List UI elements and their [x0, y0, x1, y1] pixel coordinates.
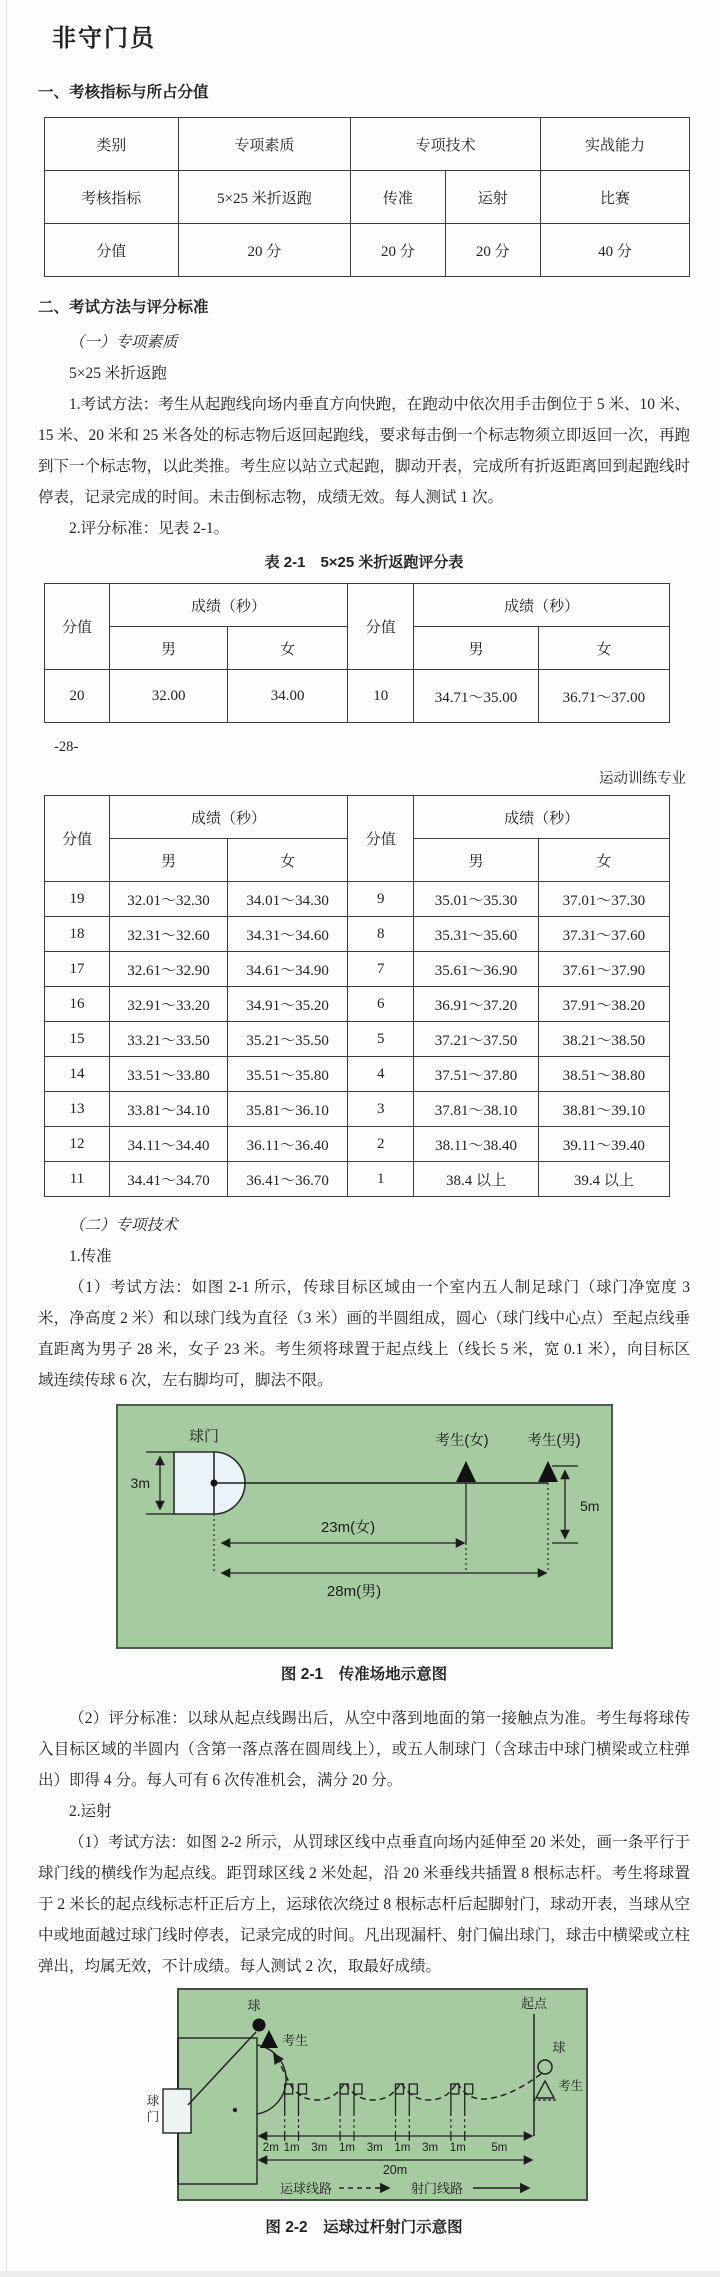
score-cell: 34.11～34.40: [110, 1127, 228, 1162]
goal-label-top: 球: [146, 2094, 160, 2108]
ruler-label: 3m: [366, 2142, 383, 2154]
passing-score-paragraph: （2）评分标准：以球从起点线踢出后，从空中落到地面的第一接触点为准。考生每将球传入目标区域的半圆内（含第一落点落在圆周线上），或五人制球门（含球击中球门横梁或立柱弹出）即得 4 分。每人可有 6 次传准机会，满分 20 分。: [38, 1710, 690, 1789]
score-cell: 35.61～36.90: [414, 952, 538, 987]
score-row: [45, 1057, 670, 1092]
score-row: [45, 1022, 670, 1057]
score-header-cell: 女: [228, 839, 348, 882]
score-row: [45, 882, 670, 917]
score-cell: 17: [45, 952, 110, 987]
indicator-cell: 专项技术: [351, 118, 541, 171]
score-cell: 11: [45, 1162, 110, 1197]
ball-near-goal-label: 球: [247, 1998, 261, 2013]
score-cell: 38.81～39.10: [538, 1092, 669, 1127]
score-cell: 20: [45, 670, 110, 723]
indicator-cell: 专项素质: [178, 118, 351, 171]
examinee-female-label: 考生(女): [434, 1433, 489, 1449]
score-cell: 1: [348, 1162, 414, 1197]
score-cell: 38.4 以上: [414, 1162, 538, 1197]
score-header-cell: 男: [414, 627, 538, 670]
score-header-cell: 男: [110, 627, 228, 670]
ruler-label: 1m: [394, 2142, 411, 2154]
score-row: [45, 1127, 670, 1162]
ruler-label: 5m: [491, 2142, 508, 2154]
score-cell: 6: [348, 987, 414, 1022]
score-cell: 15: [45, 1022, 110, 1057]
score-cell: 32.91～33.20: [110, 987, 228, 1022]
score-cell: 10: [348, 670, 414, 723]
score-cell: 34.00: [228, 670, 348, 723]
examinee-start-label: 考生: [558, 2079, 584, 2093]
score-cell: 2: [348, 1127, 414, 1162]
score-header-cell: 女: [538, 839, 669, 882]
gap-label: 5m: [579, 1498, 599, 1514]
ruler-label: 1m: [449, 2142, 466, 2154]
figure-dribble-shoot: [38, 1988, 690, 2207]
score-cell: 4: [348, 1057, 414, 1092]
score-cell: 16: [45, 987, 110, 1022]
indicator-cell: 运射: [445, 171, 540, 224]
score-cell: 39.11～39.40: [538, 1127, 669, 1162]
score-cell: 33.51～33.80: [110, 1057, 228, 1092]
section-heading-2: 二、考试方法与评分标准: [38, 299, 209, 316]
legend-shoot-label: 射门线路: [410, 2181, 464, 2196]
score-cell: 35.31～35.60: [414, 917, 538, 952]
shuttle-method-paragraph: 1.考试方法：考生从起跑线向场内垂直方向快跑，在跑动中依次用手击倒位于 5 米、10 米、15 米、20 米和 25 米各处的标志物后返回起跑线，要求每击倒一个标志物须立即返回一次，再跑到下一个标志物，以此类推。考生应以站立式起跑，脚动开表，完成所有折返距离回到起跑线时停表，记录完成的时间。未击倒标志物，成绩无效。每人测试 1 次。: [38, 396, 690, 506]
score-header-cell: 成绩（秒）: [414, 796, 670, 839]
score-cell: 33.81～34.10: [110, 1092, 228, 1127]
score-header-row: [45, 796, 670, 839]
score-header-cell: 成绩（秒）: [110, 584, 348, 627]
score-cell: 38.51～38.80: [538, 1057, 669, 1092]
indicator-cell: 分值: [45, 224, 179, 277]
score-cell: 34.41～34.70: [110, 1162, 228, 1197]
score-cell: 36.71～37.00: [538, 670, 669, 723]
score-header-cell: 分值: [45, 796, 110, 882]
passing-field-diagram: [116, 1404, 613, 1649]
score-cell: 34.31～34.60: [228, 917, 348, 952]
ball-start-label: 球: [552, 2040, 566, 2055]
score-header-cell: 成绩（秒）: [110, 796, 348, 839]
total-length-label: 20m: [382, 2163, 408, 2177]
indicator-row: [45, 171, 690, 224]
indicator-cell: 传准: [351, 171, 445, 224]
ball-near-goal: [253, 2019, 266, 2032]
female-distance-label: 23m(女): [320, 1519, 375, 1536]
score-cell: 32.61～32.90: [110, 952, 228, 987]
figure-passing-field: [38, 1404, 690, 1654]
score-table-caption: 表 2-1 5×25 米折返跑评分表: [264, 554, 464, 571]
shooting-title: 2.运射: [69, 1803, 112, 1820]
passing-title: 1.传准: [69, 1248, 112, 1265]
score-cell: 38.11～38.40: [414, 1127, 538, 1162]
section-heading-1: 一、考核指标与所占分值: [38, 84, 209, 101]
score-cell: 34.91～35.20: [228, 987, 348, 1022]
score-header-cell: 分值: [45, 584, 110, 670]
score-header-cell: 分值: [348, 584, 414, 670]
dribble-shoot-diagram: [139, 1988, 589, 2202]
subsection-heading-quality: （一）专项素质: [69, 334, 178, 351]
score-cell: 36.41～36.70: [228, 1162, 348, 1197]
score-table-part1: [44, 583, 670, 723]
page-title: 非守门员: [52, 25, 156, 52]
score-cell: 33.21～33.50: [110, 1022, 228, 1057]
figure2-caption: 图 2-2 运球过杆射门示意图: [265, 2219, 463, 2236]
score-cell: 32.00: [110, 670, 228, 723]
ruler-label: 2m: [262, 2142, 279, 2154]
score-header-row: [45, 584, 670, 627]
score-row: [45, 987, 670, 1022]
ruler-label: 3m: [422, 2142, 439, 2154]
score-cell: 9: [348, 882, 414, 917]
score-cell: 14: [45, 1057, 110, 1092]
score-cell: 35.81～36.10: [228, 1092, 348, 1127]
shuttle-score-note: 2.评分标准：见表 2-1。: [69, 520, 230, 537]
score-cell: 37.31～37.60: [538, 917, 669, 952]
indicator-cell: 20 分: [445, 224, 540, 277]
score-cell: 37.61～37.90: [538, 952, 669, 987]
score-cell: 39.4 以上: [538, 1162, 669, 1197]
legend-dribble-label: 运球线路: [279, 2181, 333, 2196]
score-cell: 37.81～38.10: [414, 1092, 538, 1127]
score-header-cell: 成绩（秒）: [414, 584, 670, 627]
indicator-cell: 40 分: [540, 224, 689, 277]
score-cell: 36.11～36.40: [228, 1127, 348, 1162]
score-cell: 19: [45, 882, 110, 917]
indicator-cell: 类别: [45, 118, 179, 171]
score-cell: 12: [45, 1127, 110, 1162]
indicator-row: [45, 224, 690, 277]
ruler-label: 1m: [339, 2142, 355, 2154]
score-cell: 34.61～34.90: [228, 952, 348, 987]
passing-method-paragraph: （1）考试方法：如图 2-1 所示，传球目标区域由一个室内五人制足球门（球门净宽度 3 米，净高度 2 米）和以球门线为直径（3 米）画的半圆组成，圆心（球门线中心点）至起点线垂直距离为男子 28 米，女子 23 米。考生须将球置于起点线上（线长 5 米，宽 0.1 米），向目标区域连续传球 6 次，左右脚均可，脚法不限。: [38, 1279, 690, 1389]
score-header-cell: 女: [228, 627, 348, 670]
score-header-cell: 分值: [348, 796, 414, 882]
score-table-part2: [44, 795, 670, 1197]
start-point-label: 起点: [520, 1996, 548, 2011]
ruler-label: 1m: [283, 2142, 300, 2154]
score-cell: 34.71～35.00: [414, 670, 538, 723]
score-row: [45, 952, 670, 987]
score-cell: 37.01～37.30: [538, 882, 669, 917]
program-label: 运动训练专业: [599, 771, 686, 787]
score-cell: 38.21～38.50: [538, 1022, 669, 1057]
score-cell: 37.91～38.20: [538, 987, 669, 1022]
indicator-table: [44, 117, 690, 277]
indicator-cell: 考核指标: [45, 171, 179, 224]
score-header-cell: 女: [538, 627, 669, 670]
ruler-label: 3m: [311, 2142, 328, 2154]
indicator-header-row: [45, 118, 690, 171]
score-cell: 37.21～37.50: [414, 1022, 538, 1057]
indicator-cell: 实战能力: [540, 118, 689, 171]
score-row: [45, 1162, 670, 1197]
score-cell: 34.01～34.30: [228, 882, 348, 917]
male-distance-label: 28m(男): [326, 1583, 381, 1600]
page-number: -28-: [54, 739, 79, 755]
score-cell: 13: [45, 1092, 110, 1127]
figure1-caption: 图 2-1 传准场地示意图: [280, 1666, 448, 1683]
score-row: [45, 1092, 670, 1127]
score-cell: 18: [45, 917, 110, 952]
score-cell: 5: [348, 1022, 414, 1057]
examinee-male-label: 考生(男): [526, 1433, 581, 1449]
shuttle-run-title: 5×25 米折返跑: [69, 365, 167, 382]
score-cell: 35.51～35.80: [228, 1057, 348, 1092]
goal-label: 球门: [188, 1428, 219, 1445]
score-header-cell: 男: [110, 839, 228, 882]
score-cell: 8: [348, 917, 414, 952]
score-cell: 37.51～37.80: [414, 1057, 538, 1092]
shooting-method-paragraph: （1）考试方法：如图 2-2 所示，从罚球区线中点垂直向场内延伸至 20 米处，画一条平行于球门线的横线作为起点线。距罚球区线 2 米处起，沿 20 米垂线共插置 8 根标志杆。考生将球置于 2 米长的起点线标志杆正后方上，运球依次绕过 8 根标志杆后起脚射门，球动开表，当球从空中或地面越过球门线时停表，记录完成的时间。凡出现漏杆、射门偏出球门，球击中横梁或立柱弹出，均属无效，不计成绩。每人测试 2 次，取最好成绩。: [38, 1834, 690, 1975]
indicator-cell: 比赛: [540, 171, 689, 224]
goal-width-label: 3m: [130, 1475, 150, 1491]
score-row: [45, 917, 670, 952]
score-cell: 35.21～35.50: [228, 1022, 348, 1057]
indicator-cell: 5×25 米折返跑: [178, 171, 351, 224]
indicator-cell: 20 分: [351, 224, 445, 277]
examinee-near-goal-label: 考生: [282, 2033, 309, 2048]
penalty-spot: [233, 2108, 237, 2112]
score-cell: 36.91～37.20: [414, 987, 538, 1022]
score-row: [45, 670, 670, 723]
score-cell: 35.01～35.30: [414, 882, 538, 917]
indicator-cell: 20 分: [178, 224, 351, 277]
score-cell: 32.31～32.60: [110, 917, 228, 952]
subsection-heading-technique: （二）专项技术: [69, 1217, 178, 1234]
score-header-cell: 男: [414, 839, 538, 882]
goal-label-bottom: 门: [146, 2110, 160, 2124]
score-cell: 32.01～32.30: [110, 882, 228, 917]
score-cell: 3: [348, 1092, 414, 1127]
score-cell: 7: [348, 952, 414, 987]
goal-box: [163, 2089, 191, 2133]
